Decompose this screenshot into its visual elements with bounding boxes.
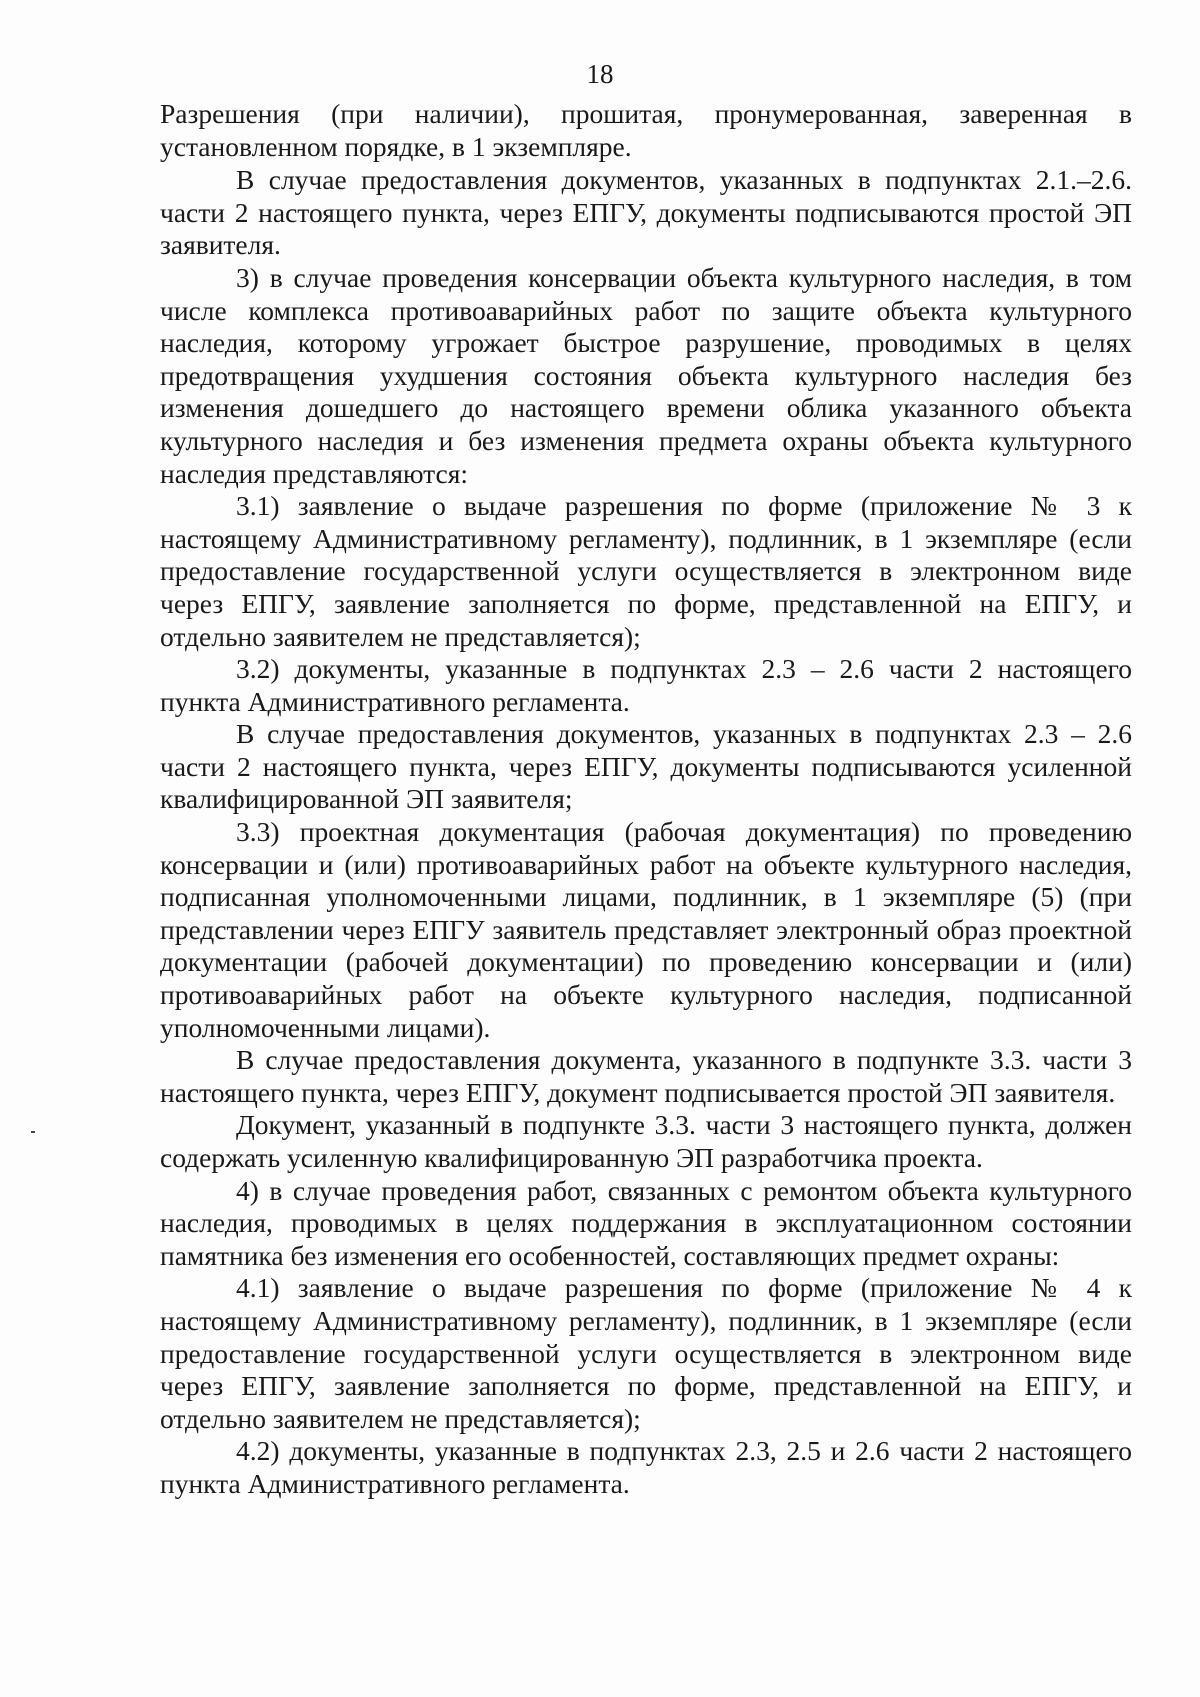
- paragraph-item-3-3-project-docs: 3.3) проектная документация (рабочая документация) по проведению консервации и (или) противоаварийных работ на объекте культурного наследия, подписанная уполномоченными лицами, подлинник, в 1 экземпляре (5) (при представлении через ЕПГУ заявитель представляет электронный образ проектной документации (рабочей документации) по проведению консервации и (или) противоаварийных работ на объекте культурного наследия, подписанной уполномоченными лицами).: [160, 816, 1132, 1043]
- paragraph-epgu-simple-signature: В случае предоставления документов, указанных в подпунктах 2.1.–2.6. части 2 настоящего пункта, через ЕПГУ, документы подписываются простой ЭП заявителя.: [160, 164, 1132, 261]
- paragraph-item-3-1-application: 3.1) заявление о выдаче разрешения по форме (приложение № 3 к настоящему Административному регламенту), подлинник, в 1 экземпляре (если предоставление государственной услуги осуществляется в электронном виде через ЕПГУ, заявление заполняется по форме, представленной на ЕПГУ, и отдельно заявителем не представляется);: [160, 490, 1132, 652]
- paragraph-item-4-2-documents: 4.2) документы, указанные в подпунктах 2.3, 2.5 и 2.6 части 2 настоящего пункта Административного регламента.: [160, 1435, 1132, 1499]
- document-body: [160, 98, 1132, 1501]
- page-number: 18: [586, 59, 614, 89]
- paragraph-continuation: Разрешения (при наличии), прошитая, пронумерованная, заверенная в установленном порядке, в 1 экземпляре.: [160, 98, 1132, 162]
- paragraph-item-4-1-application: 4.1) заявление о выдаче разрешения по форме (приложение № 4 к настоящему Административному регламенту), подлинник, в 1 экземпляре (если предоставление государственной услуги осуществляется в электронном виде через ЕПГУ, заявление заполняется по форме, представленной на ЕПГУ, и отдельно заявителем не представляется);: [160, 1272, 1132, 1434]
- paragraph-epgu-document-signature: В случае предоставления документа, указанного в подпункте 3.3. части 3 настоящего пункта, через ЕПГУ, документ подписывается простой ЭП заявителя.: [160, 1044, 1132, 1108]
- paragraph-item-3-2-documents: 3.2) документы, указанные в подпунктах 2.3 – 2.6 части 2 настоящего пункта Административного регламента.: [160, 653, 1132, 717]
- paragraph-developer-signature: Документ, указанный в подпункте 3.3. части 3 настоящего пункта, должен содержать усиленную квалифицированную ЭП разработчика проекта.: [160, 1109, 1132, 1173]
- paragraph-item-3-conservation: 3) в случае проведения консервации объекта культурного наследия, в том числе комплекса противоаварийных работ по защите объекта культурного наследия, которому угрожает быстрое разрушение, проводимых в целях предотвращения ухудшения состояния объекта культурного наследия без изменения дошедшего до настоящего времени облика указанного объекта культурного наследия и без изменения предмета охраны объекта культурного наследия представляются:: [160, 261, 1132, 489]
- paragraph-epgu-qualified-signature: В случае предоставления документов, указанных в подпунктах 2.3 – 2.6 части 2 настоящего пункта, через ЕПГУ, документы подписываются усиленной квалифицированной ЭП заявителя;: [160, 718, 1132, 815]
- paragraph-item-4-repair: 4) в случае проведения работ, связанных с ремонтом объекта культурного наследия, проводимых в целях поддержания в эксплуатационном состоянии памятника без изменения его особенностей, составляющих предмет охраны:: [160, 1174, 1132, 1271]
- scan-artifact: [31, 1131, 35, 1133]
